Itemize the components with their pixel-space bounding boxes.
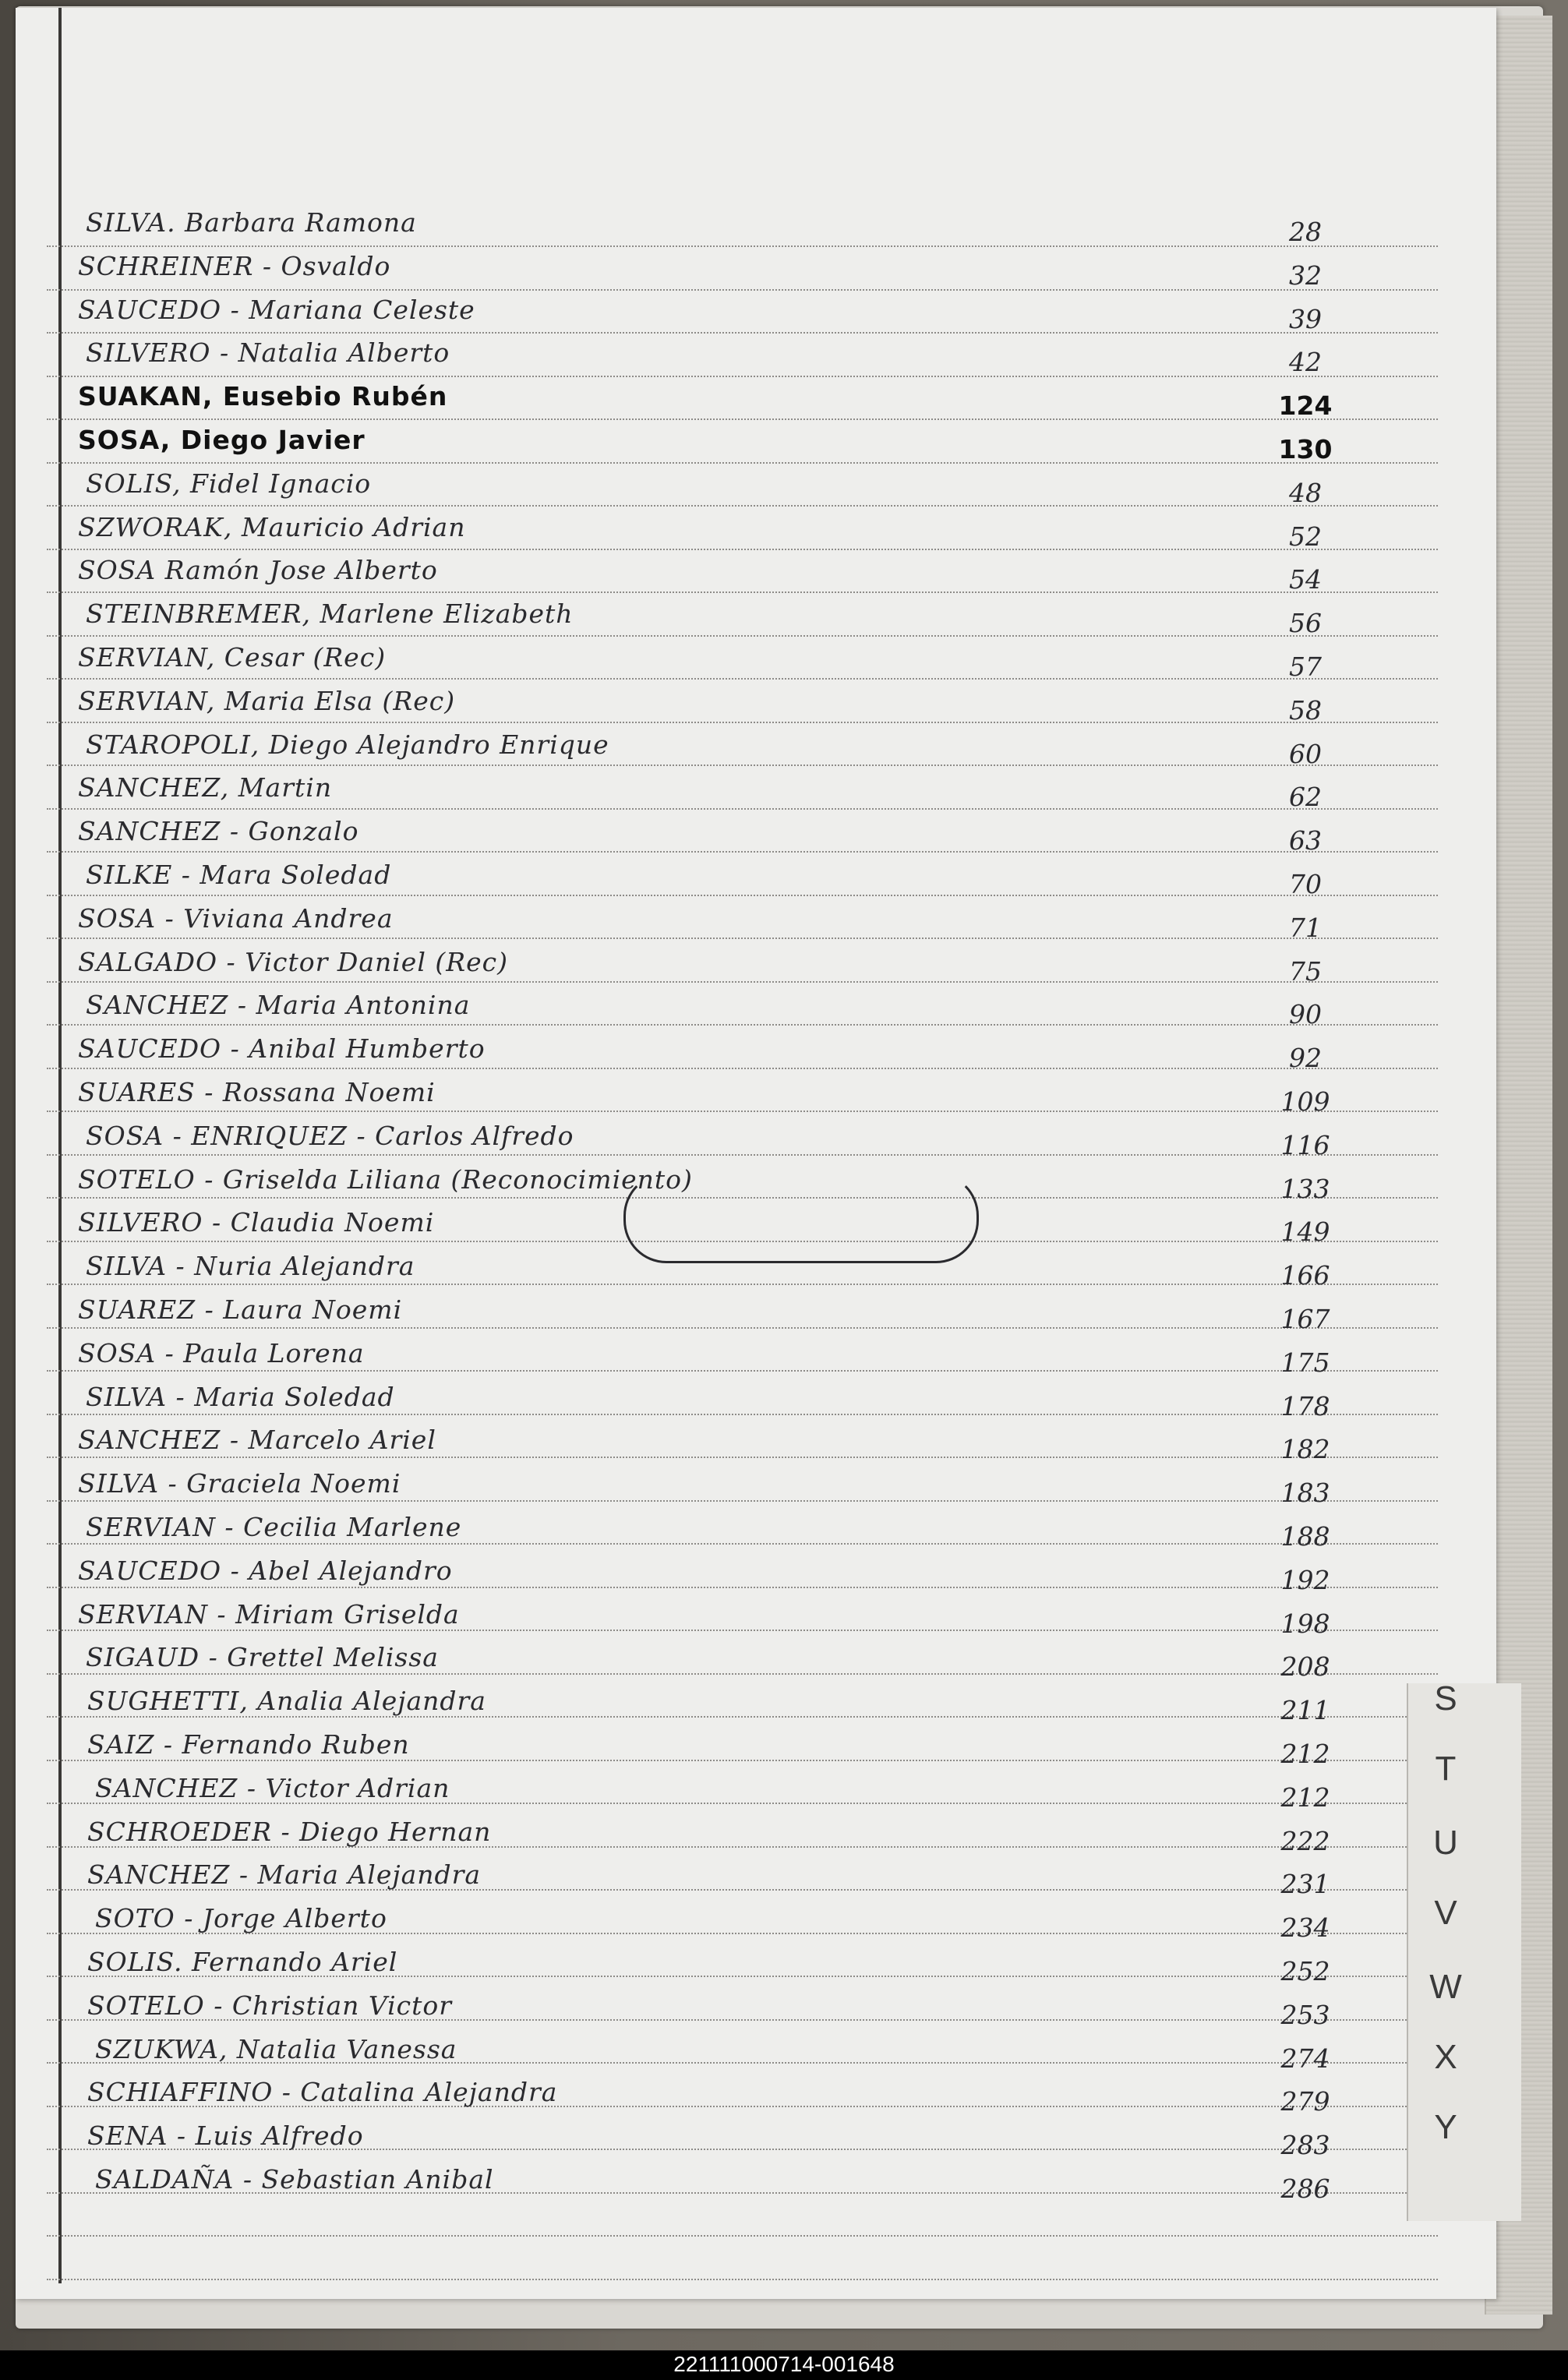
entry-page-number: 178 [1280, 1390, 1330, 1421]
entry-name: SILVERO - Claudia Noemi [78, 1207, 435, 1238]
rule-line [47, 245, 1438, 247]
entry-page-number: 279 [1280, 2086, 1330, 2117]
entry-name: SOTO - Jorge Alberto [95, 1903, 387, 1934]
entry-page-number: 75 [1289, 955, 1322, 987]
index-tab-w: W [1429, 1968, 1462, 2006]
entry-page-number: 42 [1289, 347, 1322, 378]
index-tab-t: T [1435, 1750, 1457, 1788]
rule-line [47, 678, 1438, 680]
rule-line [47, 505, 1438, 507]
rule-line [47, 851, 1438, 853]
rule-line [47, 1284, 1438, 1285]
entry-page-number: 208 [1280, 1651, 1330, 1683]
entry-page-number: 182 [1280, 1434, 1330, 1465]
entry-page-number: 212 [1280, 1739, 1330, 1769]
rule-line [47, 981, 1438, 983]
entry-page-number: 92 [1289, 1043, 1322, 1074]
entry-page-number: 222 [1280, 1825, 1330, 1856]
entry-name: SAUCEDO - Abel Alejandro [78, 1555, 453, 1586]
entry-name: SERVIAN - Cecilia Marlene [86, 1512, 462, 1542]
entry-name: SALDAÑA - Sebastian Anibal [95, 2164, 494, 2195]
entry-page-number: 116 [1280, 1129, 1330, 1160]
rule-line [47, 2235, 1438, 2237]
rule-line [47, 2279, 1438, 2280]
rule-line [47, 1716, 1438, 1718]
index-tab-v: V [1434, 1894, 1457, 1932]
entry-page-number: 166 [1280, 1260, 1330, 1291]
entry-page-number: 90 [1289, 999, 1322, 1030]
entry-name: SCHROEDER - Diego Hernan [87, 1816, 492, 1847]
rule-line [47, 1068, 1438, 1069]
entry-name: SANCHEZ - Maria Antonina [86, 990, 471, 1021]
entry-page-number: 149 [1280, 1216, 1330, 1248]
entry-name: SOLIS, Fidel Ignacio [86, 468, 372, 499]
entry-page-number: 60 [1289, 738, 1322, 769]
entry-name: SOSA Ramón Jose Alberto [78, 555, 438, 586]
rule-line [47, 895, 1438, 896]
entry-page-number: 188 [1280, 1521, 1330, 1552]
entry-name: SILVA - Maria Soledad [86, 1381, 395, 1412]
entry-page-number: 56 [1289, 608, 1322, 639]
rule-line [47, 722, 1438, 723]
entry-page-number: 32 [1289, 260, 1322, 291]
entry-page-number: 39 [1289, 303, 1322, 334]
entry-name: SILKE - Mara Soledad [86, 860, 392, 890]
entry-name: SZUKWA, Natalia Vanessa [95, 2033, 457, 2064]
entry-page-number: 183 [1280, 1478, 1330, 1509]
entry-name: SOLIS. Fernando Ariel [87, 1947, 398, 1977]
index-tab-s: S [1434, 1679, 1457, 1718]
rule-line [47, 1587, 1438, 1588]
entry-page-number: 167 [1280, 1304, 1330, 1334]
rule-line [47, 1327, 1438, 1329]
rule-line [47, 376, 1438, 377]
entry-name: SILVA - Nuria Alejandra [86, 1251, 415, 1282]
rule-line [47, 332, 1438, 334]
entry-page-number: 48 [1289, 477, 1322, 508]
entry-page-number: 130 [1278, 434, 1333, 464]
reconocimiento-circle [623, 1173, 979, 1263]
entry-name: SENA - Luis Alfredo [87, 2120, 364, 2152]
entry-name: SOSA - Viviana Andrea [78, 902, 394, 934]
index-page [16, 8, 1496, 2299]
entry-page-number: 253 [1280, 1999, 1330, 2030]
rule-line [47, 764, 1438, 766]
entry-name: SUAKAN, Eusebio Rubén [78, 381, 448, 412]
entry-name: SOSA, Diego Javier [78, 425, 366, 455]
entry-name: SUAREZ - Laura Noemi [78, 1294, 403, 1325]
rule-line [47, 1500, 1438, 1502]
entry-name: SANCHEZ, Martin [78, 772, 333, 803]
entry-name: SUGHETTI, Analia Alejandra [87, 1686, 486, 1717]
entry-name: SILVERO - Natalia Alberto [86, 337, 450, 369]
entry-name: SIGAUD - Grettel Melissa [86, 1642, 439, 1673]
index-tab-y: Y [1434, 2108, 1457, 2146]
entry-name: STAROPOLI, Diego Alejandro Enrique [86, 729, 609, 760]
index-tab-u: U [1433, 1824, 1458, 1862]
entry-name: SANCHEZ - Victor Adrian [95, 1772, 450, 1803]
rule-line [47, 289, 1438, 291]
entry-page-number: 175 [1280, 1347, 1330, 1378]
rule-line [47, 635, 1438, 637]
entry-name: SOSA - Paula Lorena [78, 1337, 365, 1368]
entry-page-number: 234 [1280, 1912, 1330, 1944]
rule-line [47, 938, 1438, 939]
entry-name: SANCHEZ - Marcelo Ariel [78, 1425, 436, 1456]
entry-page-number: 286 [1280, 2173, 1330, 2204]
rule-line [47, 1024, 1438, 1026]
rule-line [47, 462, 1438, 464]
entry-name: SAUCEDO - Anibal Humberto [78, 1033, 486, 1065]
entry-name: SOTELO - Christian Victor [87, 1990, 453, 2021]
rule-line [47, 591, 1438, 593]
entry-page-number: 192 [1280, 1564, 1330, 1595]
entry-name: SALGADO - Victor Daniel (Rec) [78, 946, 508, 977]
entry-name: STEINBREMER, Marlene Elizabeth [86, 599, 574, 630]
entry-page-number: 57 [1289, 651, 1322, 682]
rule-line [47, 1414, 1438, 1415]
entry-name: SANCHEZ - Maria Alejandra [87, 1859, 482, 1891]
entry-page-number: 62 [1289, 782, 1322, 813]
rule-line [47, 1673, 1438, 1675]
entry-page-number: 252 [1280, 1956, 1330, 1986]
entry-page-number: 274 [1280, 2043, 1330, 2074]
entry-page-number: 212 [1280, 1781, 1330, 1813]
rule-line [47, 1543, 1438, 1545]
entry-page-number: 28 [1289, 217, 1322, 247]
rule-line [47, 1370, 1438, 1372]
entry-page-number: 231 [1280, 1869, 1330, 1900]
entry-name: SCHIAFFINO - Catalina Alejandra [87, 2077, 558, 2108]
entry-page-number: 63 [1289, 825, 1322, 856]
rule-line [47, 1154, 1438, 1156]
entry-name: SOTELO - Griselda Liliana (Reconocimiento) [78, 1164, 693, 1195]
entry-name: SZWORAK, Mauricio Adrian [78, 511, 466, 542]
entry-name: SERVIAN, Maria Elsa (Rec) [78, 685, 456, 716]
entry-page-number: 71 [1289, 912, 1322, 943]
entry-page-number: 211 [1280, 1695, 1330, 1726]
entry-name: SAIZ - Fernando Ruben [87, 1729, 410, 1760]
entry-page-number: 70 [1289, 869, 1322, 899]
entry-name: SERVIAN - Miriam Griselda [78, 1598, 460, 1630]
entry-page-number: 133 [1280, 1173, 1330, 1204]
rule-line [47, 1111, 1438, 1112]
rule-line [47, 808, 1438, 810]
entry-name: SILVA - Graciela Noemi [78, 1468, 401, 1499]
footer-document-id: 221111000714-001648 [673, 2352, 895, 2376]
entry-page-number: 52 [1289, 521, 1322, 552]
rule-line [47, 418, 1438, 420]
entry-page-number: 283 [1280, 2130, 1330, 2161]
entry-name: SUARES - Rossana Noemi [78, 1077, 436, 1107]
entry-page-number: 58 [1289, 694, 1322, 726]
entry-page-number: 124 [1278, 390, 1333, 422]
entry-name: SCHREINER - Osvaldo [78, 250, 391, 281]
entry-name: SANCHEZ - Gonzalo [78, 816, 359, 847]
entry-name: SOSA - ENRIQUEZ - Carlos Alfredo [86, 1120, 574, 1151]
entry-page-number: 198 [1280, 1608, 1330, 1639]
entry-name: SAUCEDO - Mariana Celeste [78, 294, 475, 325]
entry-name: SERVIAN, Cesar (Rec) [78, 642, 387, 673]
rule-line [47, 549, 1438, 550]
entry-page-number: 109 [1280, 1086, 1330, 1117]
entry-page-number: 54 [1289, 564, 1322, 595]
index-tab-x: X [1434, 2038, 1457, 2076]
rule-line [47, 1457, 1438, 1458]
rule-line [47, 1630, 1438, 1631]
entry-name: SILVA. Barbara Ramona [86, 207, 417, 238]
